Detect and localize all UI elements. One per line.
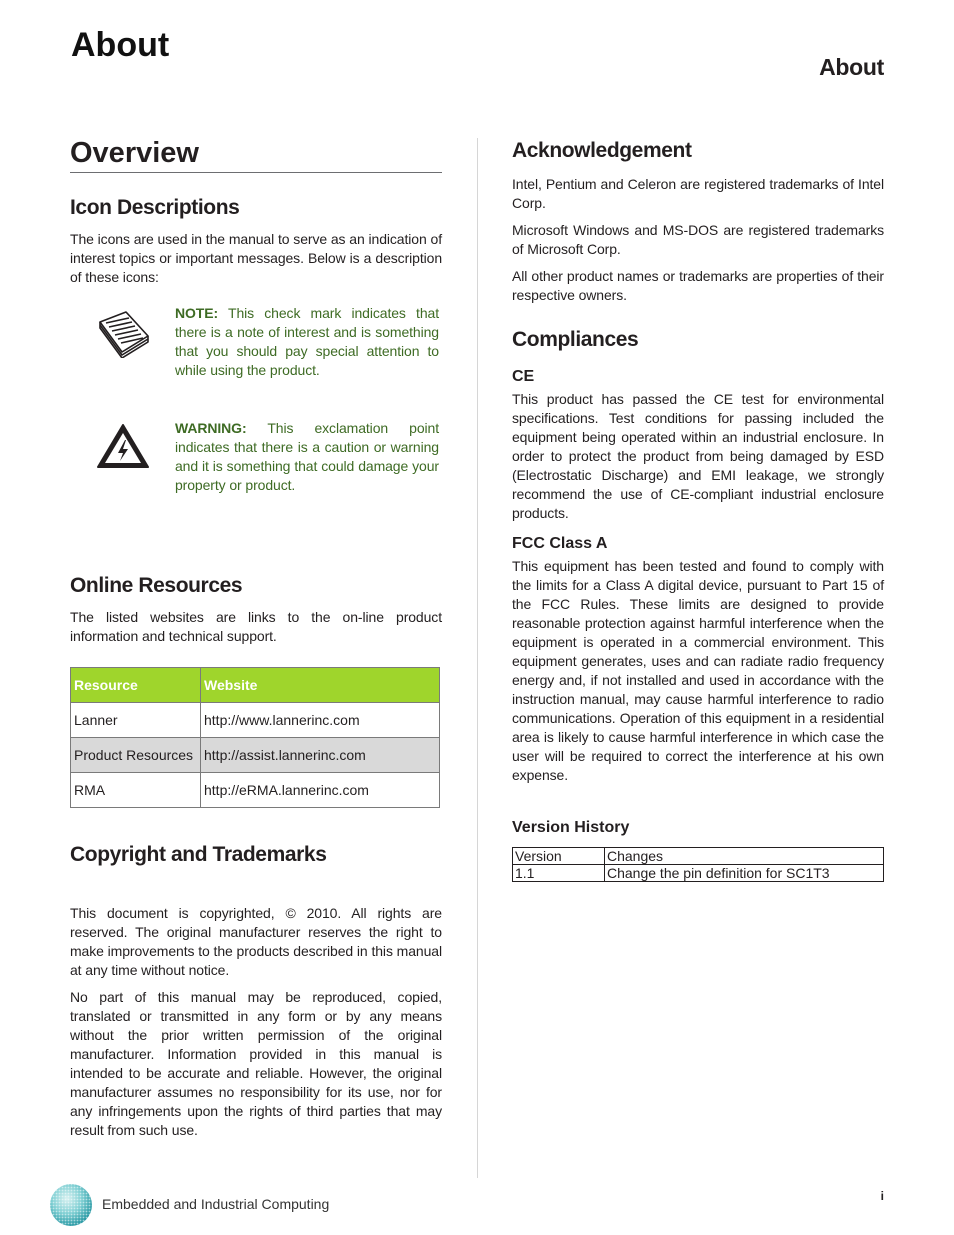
fcc-text: This equipment has been tested and found to comply with the limits for a Class A digital device, pursuant to Part 15 of the FCC Rules. These limits are designed to provide reasonable protection against harmful interference when the equipment is operated in a commercial environment. This equipment generates, uses and can radiate radio frequency energy and, if not installed and used in accordance with the instruction manual, may cause harmful interference to radio communications. Operation of this equipment in a residential area is likely to cause harmful interference in which case the user will be required to correct the interference at his own expense.: [512, 558, 884, 783]
note-body: This check mark indicates that there is a note of interest and is something that you should pay special attention to while using the product.: [175, 305, 439, 378]
warning-label: WARNING:: [175, 420, 247, 436]
website-link[interactable]: http://eRMA.lannerinc.com: [201, 773, 440, 808]
copyright-paragraph-1: This document is copyrighted, © 2010. All rights are reserved. The original manufacturer reserves the right to make improvements to the products described in this manual at any time without notice.: [70, 905, 442, 978]
footer-text: Embedded and Industrial Computing: [102, 1196, 330, 1212]
online-resources-intro: The listed websites are links to the on-line product information and technical support.: [70, 609, 442, 644]
version-history-heading: Version History: [512, 819, 630, 836]
ce-text: This product has passed the CE test for environmental specifications. Test conditions for passing included the equipment being operated within an industrial enclosure. In order to protect the product from being damaged by ESD (Electrostatic Discharge) and EMI leakage, we strongly recommend the use of CE-compliant industrial enclosure products.: [512, 391, 884, 521]
ce-heading: CE: [512, 368, 535, 385]
version-cell: 1.1: [513, 865, 605, 882]
copyright-heading: Copyright and Trademarks: [70, 843, 327, 866]
table-row: [513, 865, 884, 882]
resources-table: [70, 667, 440, 808]
column-divider: [477, 138, 478, 1178]
overview-rule: [70, 172, 442, 173]
acknowledgement-paragraph-3: All other product names or trademarks are properties of their respective owners.: [512, 268, 884, 303]
table-row: [71, 703, 440, 738]
table-header-row: [71, 668, 440, 703]
left-column: [70, 136, 442, 1140]
table-header-row: [513, 848, 884, 865]
column-header-website: Website: [201, 668, 440, 703]
note-text: [175, 304, 439, 380]
version-history-table: [512, 847, 884, 882]
page-title: About: [71, 26, 170, 64]
globe-logo-icon: [49, 1183, 93, 1232]
warning-triangle-icon: [70, 419, 175, 469]
icon-descriptions-heading: Icon Descriptions: [70, 196, 240, 219]
warning-body: This exclamation point indicates that there is a caution or warning and it is something that could damage your property or product.: [175, 420, 439, 493]
fcc-heading: FCC Class A: [512, 535, 608, 552]
compliances-heading: Compliances: [512, 328, 639, 351]
warning-block: [70, 419, 442, 495]
column-header-changes: Changes: [605, 848, 884, 865]
acknowledgement-paragraph-2: Microsoft Windows and MS-DOS are registered trademarks of Microsoft Corp.: [512, 222, 884, 257]
changes-cell: Change the pin definition for SC1T3: [605, 865, 884, 882]
resource-cell: RMA: [71, 773, 201, 808]
page-number: i: [880, 1189, 884, 1203]
running-header: About: [819, 54, 884, 80]
website-link[interactable]: http://assist.lannerinc.com: [201, 738, 440, 773]
website-link[interactable]: http://www.lannerinc.com: [201, 703, 440, 738]
note-label: NOTE:: [175, 305, 219, 321]
overview-heading: Overview: [70, 137, 199, 169]
resource-cell: Product Resources: [71, 738, 201, 773]
column-header-version: Version: [513, 848, 605, 865]
copyright-paragraph-2: No part of this manual may be reproduced, copied, translated or transmitted in any form or by any means without the prior written permission of the original manufacturer. Information provided in this manual is intended to be accurate and reliable. However, the original manufacturer assumes no responsibility for its use, nor for any infringements upon the rights of third parties that may result from such use.: [70, 989, 442, 1138]
resource-cell: Lanner: [71, 703, 201, 738]
online-resources-heading: Online Resources: [70, 574, 243, 597]
warning-text: [175, 419, 439, 495]
icon-descriptions-intro: The icons are used in the manual to serve as an indication of interest topics or important messages. Below is a description of these icons:: [70, 231, 442, 285]
acknowledgement-paragraph-1: Intel, Pentium and Celeron are registered trademarks of Intel Corp.: [512, 176, 884, 211]
table-row: [71, 738, 440, 773]
table-row: [71, 773, 440, 808]
acknowledgement-heading: Acknowledgement: [512, 139, 692, 162]
column-header-resource: Resource: [71, 668, 201, 703]
notebook-icon: [70, 304, 175, 358]
note-block: [70, 304, 442, 380]
right-column: [512, 136, 884, 882]
